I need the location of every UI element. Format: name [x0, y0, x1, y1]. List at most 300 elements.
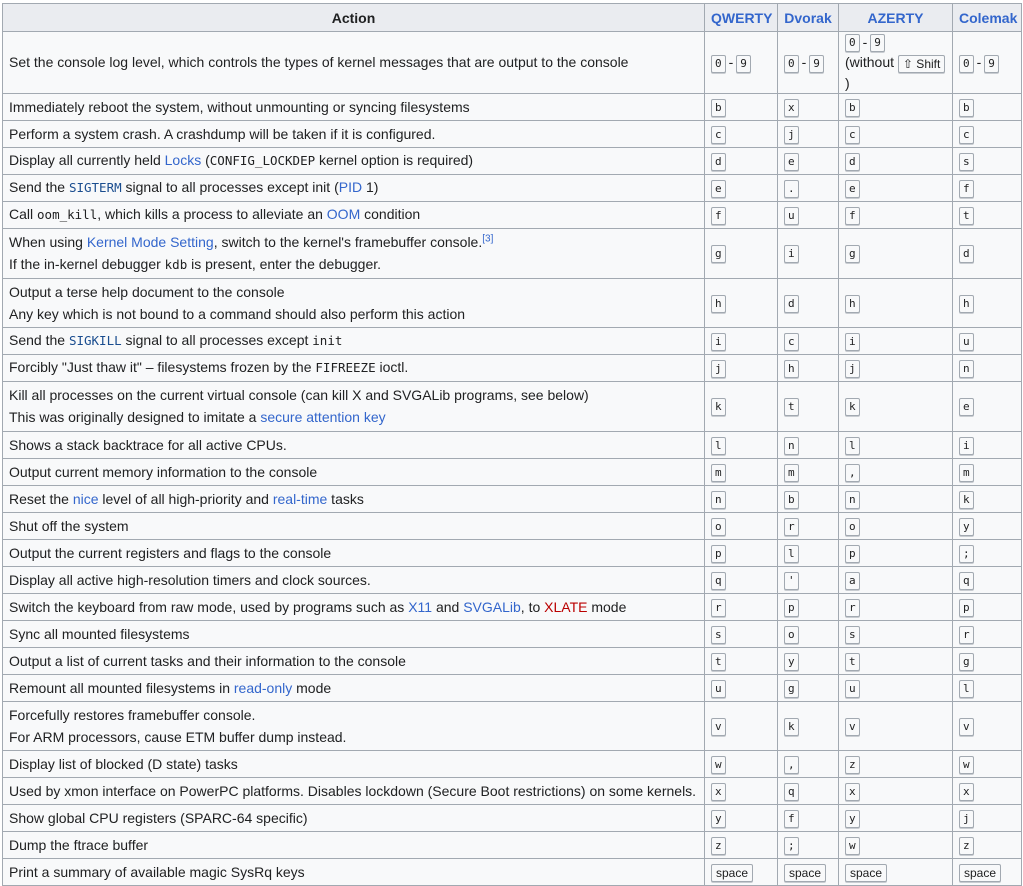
key-cell-dvorak — [778, 674, 839, 701]
key-cell-azerty — [839, 381, 953, 431]
key-cap: k — [784, 718, 799, 736]
key-cell-azerty — [839, 593, 953, 620]
table-row — [3, 147, 1022, 174]
shift-note-close: ) — [845, 74, 850, 91]
key-cell-colemak — [953, 431, 1022, 458]
key-cap: 9 — [736, 55, 751, 73]
action-cell — [3, 539, 705, 566]
key-cell-qwerty — [705, 512, 778, 539]
table-row — [3, 804, 1022, 831]
key-cap: r — [959, 626, 974, 644]
action-cell — [3, 804, 705, 831]
key-cell-colemak — [953, 174, 1022, 201]
key-cap: w — [711, 756, 726, 774]
key-cell-colemak — [953, 278, 1022, 327]
key-cap: d — [784, 295, 799, 313]
key-cell-azerty — [839, 701, 953, 750]
key-cell-colemak — [953, 354, 1022, 381]
key-cell-azerty — [839, 485, 953, 512]
key-cap: e — [711, 180, 726, 198]
table-row — [3, 539, 1022, 566]
wiki-link[interactable]: real-time — [272, 490, 328, 507]
key-cell-dvorak — [778, 431, 839, 458]
inline-code: init — [312, 333, 343, 349]
key-cell-azerty — [839, 174, 953, 201]
key-cell-qwerty — [705, 147, 778, 174]
key-cell-azerty — [839, 228, 953, 278]
key-cap: s — [845, 626, 860, 644]
header-row — [3, 4, 1022, 32]
key-cell-dvorak — [778, 278, 839, 327]
key-cap: x — [845, 783, 860, 801]
key-cell-azerty — [839, 327, 953, 354]
key-cell-dvorak — [778, 701, 839, 750]
inline-code: FIFREEZE — [315, 360, 376, 376]
action-cell — [3, 701, 705, 750]
key-cap: c — [711, 126, 726, 144]
action-text: Print a summary of available magic SysRq keys — [9, 863, 305, 880]
action-text: level of all high-priority and — [98, 490, 273, 507]
key-cap: v — [959, 718, 974, 736]
key-cell-colemak — [953, 831, 1022, 858]
key-cap: b — [845, 99, 860, 117]
key-cell-qwerty — [705, 804, 778, 831]
wiki-link[interactable]: Kernel Mode Setting — [86, 233, 214, 250]
key-cap: l — [784, 545, 799, 563]
key-cap: 9 — [809, 55, 824, 73]
table-row — [3, 701, 1022, 750]
key-cap: h — [711, 295, 726, 313]
key-cap: p — [711, 545, 726, 563]
header-azerty[interactable]: AZERTY — [839, 4, 953, 32]
key-cell-azerty — [839, 620, 953, 647]
action-text: Sync all mounted filesystems — [9, 625, 190, 642]
action-text: Output the current registers and flags to the console — [9, 544, 332, 561]
key-cell-azerty — [839, 93, 953, 120]
table-row — [3, 777, 1022, 804]
key-cap: t — [711, 653, 726, 671]
action-text: For ARM processors, cause ETM buffer dump instead. — [9, 728, 347, 745]
key-cap: b — [959, 99, 974, 117]
key-cell-dvorak — [778, 804, 839, 831]
action-text: Display all active high-resolution timers and clock sources. — [9, 571, 371, 588]
action-cell — [3, 381, 705, 431]
key-cap: y — [845, 810, 860, 828]
action-cell — [3, 777, 705, 804]
key-cell-qwerty — [705, 381, 778, 431]
key-cap: ; — [784, 837, 799, 855]
key-cell-dvorak — [778, 512, 839, 539]
key-cap: l — [711, 437, 726, 455]
key-cell-qwerty — [705, 327, 778, 354]
key-cell-colemak — [953, 512, 1022, 539]
key-cap: j — [711, 360, 726, 378]
wiki-link[interactable]: read-only — [233, 679, 293, 696]
action-cell — [3, 593, 705, 620]
table-row — [3, 647, 1022, 674]
action-cell — [3, 647, 705, 674]
action-text: Any key which is not bound to a command should also perform this action — [9, 305, 466, 322]
key-cap: 0 — [784, 55, 799, 73]
action-text: Immediately reboot the system, without unmounting or syncing filesystems — [9, 98, 470, 115]
key-cap: n — [959, 360, 974, 378]
action-text: signal to all processes except — [121, 332, 313, 349]
action-text: ( — [201, 152, 210, 169]
key-cell-dvorak — [778, 539, 839, 566]
key-cap: t — [784, 398, 799, 416]
key-cap: e — [959, 398, 974, 416]
action-cell — [3, 512, 705, 539]
key-cap: c — [845, 126, 860, 144]
action-text: Shut off the system — [9, 517, 129, 534]
action-text: This was originally designed to imitate a — [9, 409, 261, 426]
table-row — [3, 354, 1022, 381]
action-text: Forcefully restores framebuffer console. — [9, 706, 256, 723]
key-cap: 0 — [711, 55, 726, 73]
key-cap: 0 — [959, 55, 974, 73]
key-cell-qwerty — [705, 278, 778, 327]
action-text: Shows a stack backtrace for all active CPUs. — [9, 436, 287, 453]
action-text: Perform a system crash. A crashdump will be taken if it is configured. — [9, 125, 436, 142]
key-cap: ; — [959, 545, 974, 563]
key-cell-azerty — [839, 539, 953, 566]
range-dash: - — [801, 54, 807, 71]
action-text: Forcibly "Just thaw it" – filesystems frozen by the — [9, 359, 316, 376]
key-cell-colemak — [953, 32, 1022, 94]
table-row — [3, 228, 1022, 278]
citation-link[interactable]: [3] — [482, 232, 494, 244]
key-cell-azerty — [839, 458, 953, 485]
key-cap: c — [959, 126, 974, 144]
table-row — [3, 674, 1022, 701]
key-cap: g — [784, 680, 799, 698]
key-cell-colemak — [953, 701, 1022, 750]
table-row — [3, 858, 1022, 885]
action-text: Output current memory information to the console — [9, 463, 318, 480]
key-cap: . — [784, 180, 799, 198]
sysrq-table — [2, 3, 1022, 886]
action-text: ioctl. — [375, 359, 409, 376]
table-row — [3, 381, 1022, 431]
action-cell — [3, 831, 705, 858]
key-cap: g — [711, 245, 726, 263]
key-cap: space — [784, 864, 826, 882]
shift-note-open: (without — [845, 54, 898, 71]
action-cell — [3, 228, 705, 278]
key-cap: y — [711, 810, 726, 828]
key-cell-dvorak — [778, 458, 839, 485]
key-cell-azerty — [839, 674, 953, 701]
key-cap: i — [784, 245, 799, 263]
key-cap: b — [711, 99, 726, 117]
wiki-link[interactable]: OOM — [326, 206, 361, 223]
action-cell — [3, 354, 705, 381]
key-cap: f — [959, 180, 974, 198]
table-row — [3, 327, 1022, 354]
key-cap: space — [845, 864, 887, 882]
key-cell-qwerty — [705, 485, 778, 512]
action-cell — [3, 278, 705, 327]
key-cell-azerty — [839, 201, 953, 228]
action-text: Set the console log level, which controls the types of kernel messages that are output to the console — [9, 54, 629, 71]
key-cell-qwerty — [705, 750, 778, 777]
action-cell — [3, 431, 705, 458]
action-text: and — [432, 598, 464, 615]
table-row — [3, 458, 1022, 485]
key-cell-dvorak — [778, 831, 839, 858]
key-cap: h — [959, 295, 974, 313]
key-cell-dvorak — [778, 93, 839, 120]
action-text: signal to all processes except init ( — [121, 179, 339, 196]
wiki-link[interactable]: PID — [338, 179, 363, 196]
key-cell-qwerty — [705, 120, 778, 147]
key-cell-azerty — [839, 120, 953, 147]
key-cap: k — [845, 398, 860, 416]
inline-code: CONFIG_LOCKDEP — [209, 153, 316, 169]
key-cap: i — [959, 437, 974, 455]
key-cell-qwerty — [705, 620, 778, 647]
key-cap: p — [784, 599, 799, 617]
key-cap: k — [711, 398, 726, 416]
key-cap: l — [959, 680, 974, 698]
key-cell-colemak — [953, 777, 1022, 804]
table-row — [3, 431, 1022, 458]
key-cell-colemak — [953, 201, 1022, 228]
table-row — [3, 120, 1022, 147]
key-cap: r — [845, 599, 860, 617]
key-cell-colemak — [953, 93, 1022, 120]
key-cell-colemak — [953, 120, 1022, 147]
action-text: Show global CPU registers (SPARC-64 specific) — [9, 809, 308, 826]
key-cell-dvorak — [778, 777, 839, 804]
table-row — [3, 201, 1022, 228]
key-cell-azerty — [839, 777, 953, 804]
key-cap: 9 — [984, 55, 999, 73]
key-cell-colemak — [953, 381, 1022, 431]
action-text: Display all currently held — [9, 152, 165, 169]
key-cell-dvorak — [778, 201, 839, 228]
key-cap: space — [711, 864, 753, 882]
key-cell-colemak — [953, 147, 1022, 174]
action-cell — [3, 147, 705, 174]
table-row — [3, 593, 1022, 620]
key-cell-colemak — [953, 458, 1022, 485]
action-cell — [3, 750, 705, 777]
action-text: mode — [292, 679, 332, 696]
header-qwerty[interactable]: QWERTY — [705, 4, 778, 32]
action-text: Kill all processes on the current virtual console (can kill X and SVGALib programs, see below) — [9, 387, 589, 404]
key-cell-qwerty — [705, 566, 778, 593]
inline-code: kdb — [164, 256, 188, 272]
key-cell-dvorak — [778, 327, 839, 354]
key-cap: u — [784, 207, 799, 225]
key-cap: p — [959, 599, 974, 617]
key-cell-azerty — [839, 858, 953, 885]
key-cell-qwerty — [705, 458, 778, 485]
action-cell — [3, 93, 705, 120]
key-cell-qwerty — [705, 647, 778, 674]
key-cell-colemak — [953, 566, 1022, 593]
key-cap: c — [784, 333, 799, 351]
key-cell-dvorak — [778, 174, 839, 201]
action-cell — [3, 201, 705, 228]
action-text: , to — [520, 598, 545, 615]
key-cap: s — [959, 153, 974, 171]
key-cell-azerty — [839, 750, 953, 777]
key-cap: v — [711, 718, 726, 736]
key-cap: m — [784, 464, 799, 482]
signal-code: SIGTERM — [68, 180, 122, 196]
key-cap: 9 — [870, 34, 885, 52]
key-cell-dvorak — [778, 120, 839, 147]
key-cap: t — [845, 653, 860, 671]
key-cap: m — [959, 464, 974, 482]
action-cell — [3, 458, 705, 485]
action-text: Display list of blocked (D state) tasks — [9, 755, 238, 772]
key-cell-qwerty — [705, 354, 778, 381]
shift-note — [845, 54, 945, 90]
inline-code: oom_kill — [37, 207, 98, 223]
wiki-link[interactable]: X11 — [408, 598, 433, 615]
action-text: Reset the — [9, 490, 73, 507]
action-text: Output a terse help document to the console — [9, 283, 285, 300]
action-cell — [3, 485, 705, 512]
key-cap: q — [784, 783, 799, 801]
key-cap: , — [784, 756, 799, 774]
key-cell-qwerty — [705, 674, 778, 701]
wiki-link[interactable]: SVGALib — [463, 598, 521, 615]
action-text: tasks — [327, 490, 364, 507]
key-cell-dvorak — [778, 228, 839, 278]
key-cap: z — [711, 837, 726, 855]
key-cell-dvorak — [778, 750, 839, 777]
key-cap: o — [845, 518, 860, 536]
key-cap: j — [784, 126, 799, 144]
key-cell-dvorak — [778, 147, 839, 174]
key-cell-dvorak — [778, 566, 839, 593]
key-cell-qwerty — [705, 201, 778, 228]
key-cap: space — [959, 864, 1001, 882]
action-text: , switch to the kernel's framebuffer console. — [213, 233, 483, 250]
key-cap: i — [845, 333, 860, 351]
wiki-link[interactable]: nice — [72, 490, 99, 507]
header-colemak[interactable]: Colemak — [953, 4, 1022, 32]
key-cell-azerty — [839, 278, 953, 327]
key-cell-colemak — [953, 228, 1022, 278]
action-text: Call — [9, 206, 38, 223]
key-cap: x — [711, 783, 726, 801]
key-cap: h — [784, 360, 799, 378]
key-cell-colemak — [953, 647, 1022, 674]
action-cell — [3, 858, 705, 885]
header-action[interactable]: Action — [3, 4, 705, 32]
header-dvorak[interactable]: Dvorak — [778, 4, 839, 32]
action-text: Switch the keyboard from raw mode, used by programs such as — [9, 598, 409, 615]
action-text: Send the — [9, 332, 69, 349]
key-cap: o — [711, 518, 726, 536]
table-row — [3, 32, 1022, 94]
key-cap: a — [845, 572, 860, 590]
key-cell-colemak — [953, 593, 1022, 620]
action-cell — [3, 674, 705, 701]
key-cell-azerty — [839, 147, 953, 174]
table-row — [3, 750, 1022, 777]
key-cell-dvorak — [778, 354, 839, 381]
wiki-link[interactable]: secure attention key — [260, 409, 386, 426]
key-cap: e — [845, 180, 860, 198]
table-row — [3, 278, 1022, 327]
action-text: If the in-kernel debugger — [9, 255, 165, 272]
range-dash: - — [728, 54, 734, 71]
key-cell-colemak — [953, 327, 1022, 354]
key-cell-colemak — [953, 804, 1022, 831]
action-text: When using — [9, 233, 87, 250]
key-cap: z — [959, 837, 974, 855]
key-cap: i — [711, 333, 726, 351]
key-cap: u — [959, 333, 974, 351]
wiki-link-missing[interactable]: XLATE — [544, 598, 588, 615]
key-cap: z — [845, 756, 860, 774]
key-cell-qwerty — [705, 431, 778, 458]
key-cap: h — [845, 295, 860, 313]
table-row — [3, 93, 1022, 120]
key-cap: n — [711, 491, 726, 509]
action-text: is present, enter the debugger. — [187, 255, 382, 272]
key-cap: w — [845, 837, 860, 855]
key-cap: , — [845, 464, 860, 482]
wiki-link[interactable]: Locks — [164, 152, 202, 169]
key-cap: j — [845, 360, 860, 378]
key-cap: k — [959, 491, 974, 509]
key-cell-azerty — [839, 804, 953, 831]
key-cell-qwerty — [705, 93, 778, 120]
key-cap: d — [959, 245, 974, 263]
key-cell-colemak — [953, 750, 1022, 777]
action-text: mode — [587, 598, 627, 615]
key-cap: r — [784, 518, 799, 536]
key-cap: p — [845, 545, 860, 563]
key-cell-dvorak — [778, 620, 839, 647]
action-text: 1) — [362, 179, 379, 196]
table-row — [3, 174, 1022, 201]
action-cell — [3, 620, 705, 647]
key-cap: ' — [784, 572, 799, 590]
key-cell-qwerty — [705, 701, 778, 750]
action-text: Send the — [9, 179, 69, 196]
key-cap: x — [959, 783, 974, 801]
key-cap: f — [711, 207, 726, 225]
key-cell-qwerty — [705, 777, 778, 804]
key-cell-dvorak — [778, 485, 839, 512]
key-cell-azerty — [839, 32, 953, 94]
key-cap: g — [845, 245, 860, 263]
action-text: kernel option is required) — [315, 152, 474, 169]
key-cell-qwerty — [705, 539, 778, 566]
key-cap: m — [711, 464, 726, 482]
range-dash: - — [862, 34, 868, 50]
signal-code: SIGKILL — [68, 333, 122, 349]
key-cap: w — [959, 756, 974, 774]
key-cap: d — [711, 153, 726, 171]
key-cap: l — [845, 437, 860, 455]
key-cap: v — [845, 718, 860, 736]
action-cell — [3, 174, 705, 201]
action-text: Dump the ftrace buffer — [9, 836, 149, 853]
key-cell-azerty — [839, 354, 953, 381]
key-cell-qwerty — [705, 32, 778, 94]
key-cap: d — [845, 153, 860, 171]
action-text: Remount all mounted filesystems in — [9, 679, 234, 696]
